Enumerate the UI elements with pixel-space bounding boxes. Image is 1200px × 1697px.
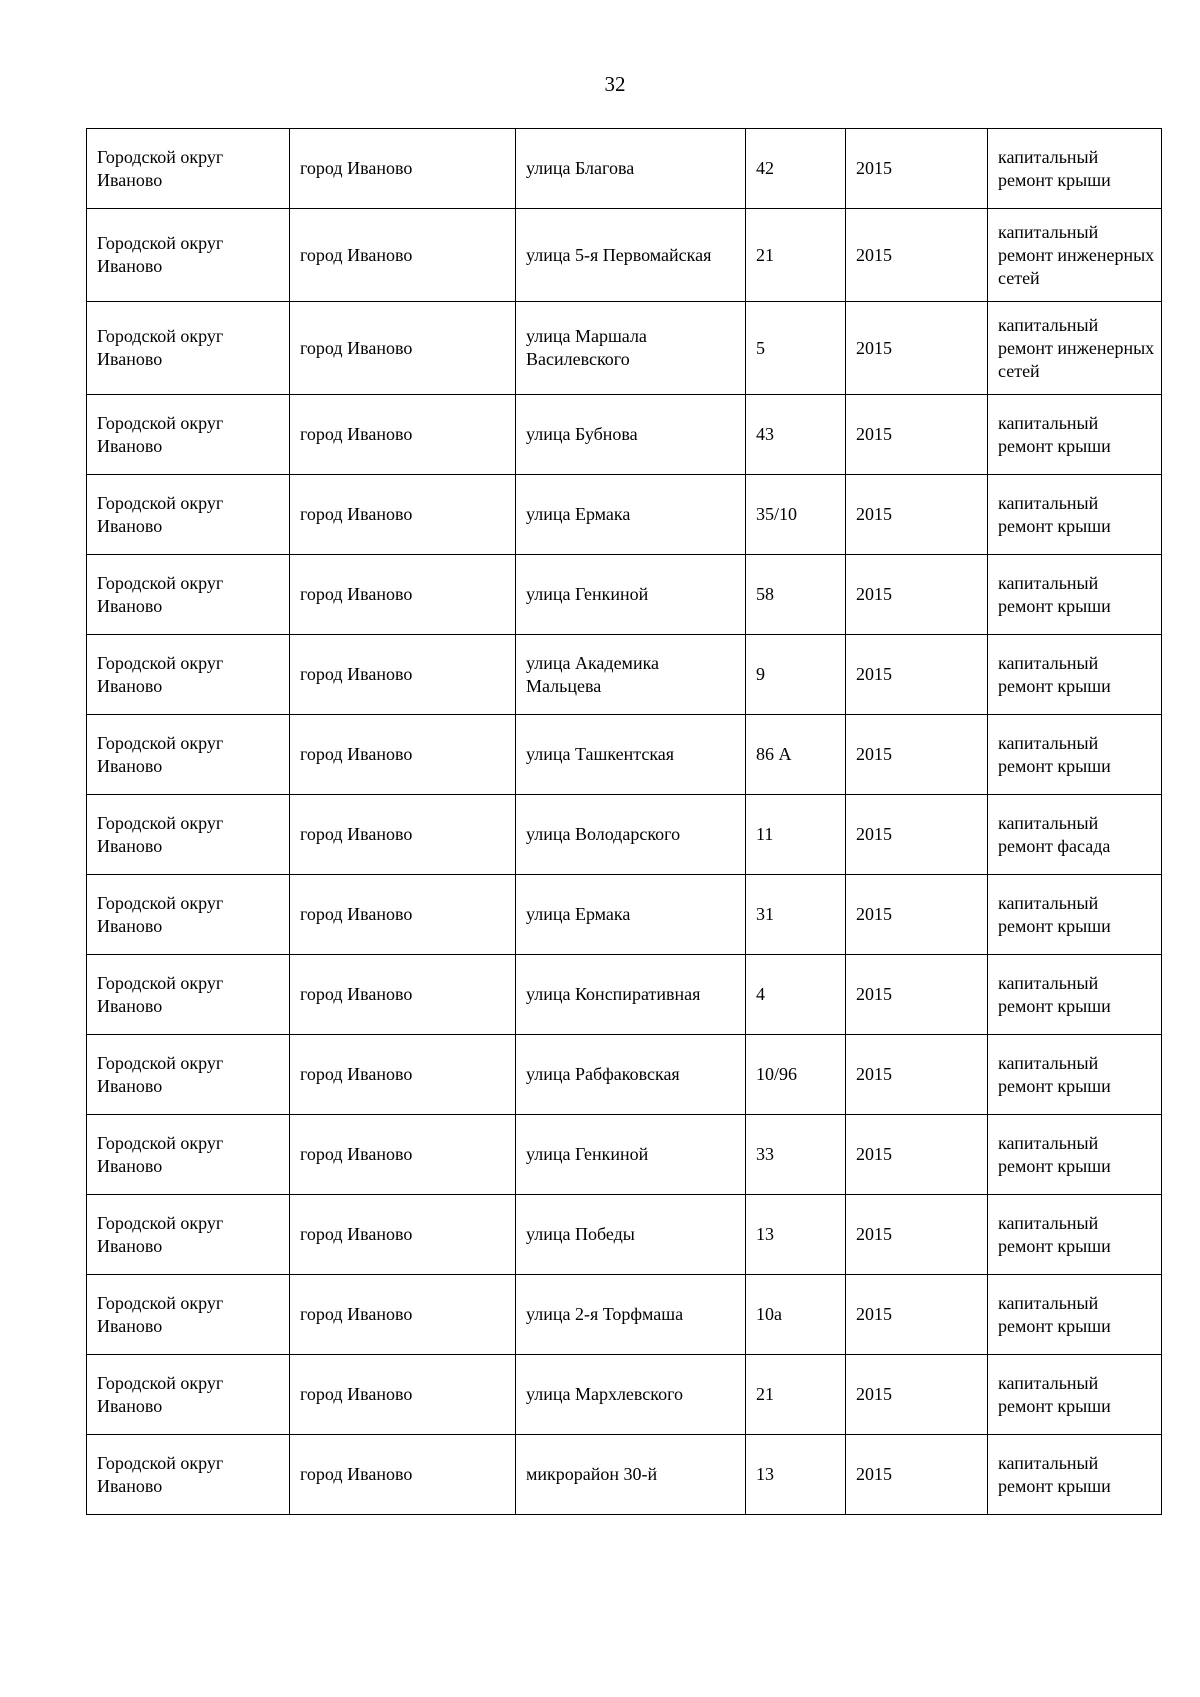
work-type-cell: капитальный ремонт крыши (988, 1195, 1162, 1275)
street-cell: улица Ермака (516, 875, 746, 955)
table-row (87, 475, 1162, 555)
locality-cell: город Иваново (290, 1115, 516, 1195)
table-row (87, 1115, 1162, 1195)
municipality-cell: Городской округ Иваново (87, 395, 290, 475)
year-cell: 2015 (846, 129, 988, 209)
year-cell: 2015 (846, 955, 988, 1035)
municipality-cell: Городской округ Иваново (87, 875, 290, 955)
municipality-cell: Городской округ Иваново (87, 209, 290, 302)
municipality-cell: Городской округ Иваново (87, 129, 290, 209)
work-type-cell: капитальный ремонт крыши (988, 395, 1162, 475)
street-cell: улица Генкиной (516, 555, 746, 635)
street-cell: улица 2-я Торфмаша (516, 1275, 746, 1355)
work-type-cell: капитальный ремонт крыши (988, 1115, 1162, 1195)
work-type-cell: капитальный ремонт крыши (988, 129, 1162, 209)
municipality-cell: Городской округ Иваново (87, 1115, 290, 1195)
house-cell: 21 (746, 209, 846, 302)
locality-cell: город Иваново (290, 302, 516, 395)
house-cell: 13 (746, 1435, 846, 1515)
locality-cell: город Иваново (290, 209, 516, 302)
work-type-cell: капитальный ремонт крыши (988, 715, 1162, 795)
work-type-cell: капитальный ремонт инженерных сетей (988, 302, 1162, 395)
house-cell: 13 (746, 1195, 846, 1275)
year-cell: 2015 (846, 1195, 988, 1275)
year-cell: 2015 (846, 209, 988, 302)
street-cell: улица Маршала Василевского (516, 302, 746, 395)
table-row (87, 795, 1162, 875)
work-type-cell: капитальный ремонт крыши (988, 955, 1162, 1035)
locality-cell: город Иваново (290, 1355, 516, 1435)
table-row (87, 395, 1162, 475)
house-cell: 33 (746, 1115, 846, 1195)
table-row (87, 635, 1162, 715)
street-cell: улица Конспиративная (516, 955, 746, 1035)
street-cell: улица Мархлевского (516, 1355, 746, 1435)
year-cell: 2015 (846, 1355, 988, 1435)
locality-cell: город Иваново (290, 475, 516, 555)
street-cell: улица Ташкентская (516, 715, 746, 795)
locality-cell: город Иваново (290, 129, 516, 209)
work-type-cell: капитальный ремонт крыши (988, 635, 1162, 715)
repair-registry-table (86, 128, 1162, 1515)
house-cell: 31 (746, 875, 846, 955)
year-cell: 2015 (846, 795, 988, 875)
municipality-cell: Городской округ Иваново (87, 1195, 290, 1275)
locality-cell: город Иваново (290, 1435, 516, 1515)
locality-cell: город Иваново (290, 875, 516, 955)
house-cell: 43 (746, 395, 846, 475)
page-number: 32 (604, 72, 626, 96)
house-cell: 9 (746, 635, 846, 715)
table-row (87, 1355, 1162, 1435)
locality-cell: город Иваново (290, 715, 516, 795)
locality-cell: город Иваново (290, 555, 516, 635)
table-row (87, 1435, 1162, 1515)
table-row (87, 875, 1162, 955)
year-cell: 2015 (846, 302, 988, 395)
house-cell: 11 (746, 795, 846, 875)
table-row (87, 209, 1162, 302)
work-type-cell: капитальный ремонт крыши (988, 475, 1162, 555)
street-cell: микрорайон 30-й (516, 1435, 746, 1515)
municipality-cell: Городской округ Иваново (87, 475, 290, 555)
locality-cell: город Иваново (290, 1035, 516, 1115)
table-row (87, 1275, 1162, 1355)
work-type-cell: капитальный ремонт крыши (988, 1275, 1162, 1355)
house-cell: 21 (746, 1355, 846, 1435)
work-type-cell: капитальный ремонт крыши (988, 1355, 1162, 1435)
street-cell: улица Ермака (516, 475, 746, 555)
year-cell: 2015 (846, 1035, 988, 1115)
year-cell: 2015 (846, 395, 988, 475)
house-cell: 10а (746, 1275, 846, 1355)
work-type-cell: капитальный ремонт крыши (988, 555, 1162, 635)
year-cell: 2015 (846, 635, 988, 715)
work-type-cell: капитальный ремонт крыши (988, 1035, 1162, 1115)
house-cell: 10/96 (746, 1035, 846, 1115)
municipality-cell: Городской округ Иваново (87, 302, 290, 395)
municipality-cell: Городской округ Иваново (87, 1275, 290, 1355)
municipality-cell: Городской округ Иваново (87, 795, 290, 875)
year-cell: 2015 (846, 475, 988, 555)
municipality-cell: Городской округ Иваново (87, 715, 290, 795)
street-cell: улица Володарского (516, 795, 746, 875)
table-row (87, 955, 1162, 1035)
year-cell: 2015 (846, 1275, 988, 1355)
year-cell: 2015 (846, 715, 988, 795)
house-cell: 35/10 (746, 475, 846, 555)
locality-cell: город Иваново (290, 1195, 516, 1275)
year-cell: 2015 (846, 555, 988, 635)
locality-cell: город Иваново (290, 635, 516, 715)
house-cell: 4 (746, 955, 846, 1035)
street-cell: улица 5-я Первомайская (516, 209, 746, 302)
house-cell: 5 (746, 302, 846, 395)
municipality-cell: Городской округ Иваново (87, 555, 290, 635)
street-cell: улица Победы (516, 1195, 746, 1275)
street-cell: улица Академика Мальцева (516, 635, 746, 715)
house-cell: 42 (746, 129, 846, 209)
locality-cell: город Иваново (290, 795, 516, 875)
table-row (87, 302, 1162, 395)
municipality-cell: Городской округ Иваново (87, 635, 290, 715)
table-row (87, 1035, 1162, 1115)
locality-cell: город Иваново (290, 395, 516, 475)
municipality-cell: Городской округ Иваново (87, 955, 290, 1035)
municipality-cell: Городской округ Иваново (87, 1435, 290, 1515)
municipality-cell: Городской округ Иваново (87, 1035, 290, 1115)
table-row (87, 129, 1162, 209)
table-row (87, 715, 1162, 795)
street-cell: улица Бубнова (516, 395, 746, 475)
work-type-cell: капитальный ремонт фасада (988, 795, 1162, 875)
work-type-cell: капитальный ремонт инженерных сетей (988, 209, 1162, 302)
locality-cell: город Иваново (290, 955, 516, 1035)
table-row (87, 1195, 1162, 1275)
year-cell: 2015 (846, 1435, 988, 1515)
year-cell: 2015 (846, 1115, 988, 1195)
work-type-cell: капитальный ремонт крыши (988, 875, 1162, 955)
house-cell: 86 А (746, 715, 846, 795)
street-cell: улица Благова (516, 129, 746, 209)
work-type-cell: капитальный ремонт крыши (988, 1435, 1162, 1515)
street-cell: улица Рабфаковская (516, 1035, 746, 1115)
house-cell: 58 (746, 555, 846, 635)
table-row (87, 555, 1162, 635)
street-cell: улица Генкиной (516, 1115, 746, 1195)
locality-cell: город Иваново (290, 1275, 516, 1355)
year-cell: 2015 (846, 875, 988, 955)
municipality-cell: Городской округ Иваново (87, 1355, 290, 1435)
